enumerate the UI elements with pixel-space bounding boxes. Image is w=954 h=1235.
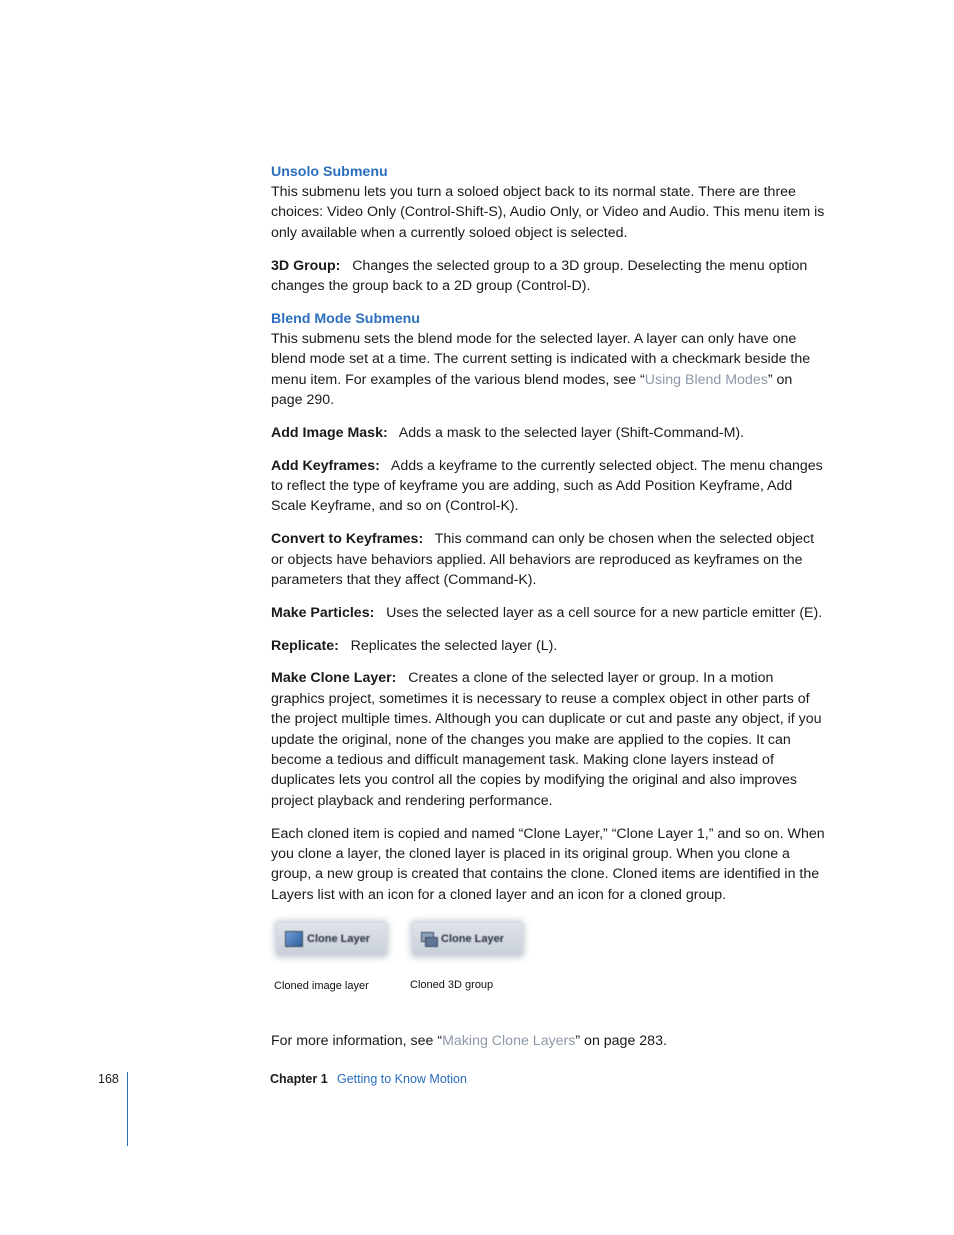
item-text: Replicates the selected layer (L).: [350, 637, 558, 654]
clone-paragraph: Each cloned item is copied and named “Clone Layer,” “Clone Layer 1,” and so on. When you clone a layer, the cloned layer is placed in its original group. When you clone a group, a new group is created that contains the clone. Cloned items are identified in the Layers list with an icon for a cloned layer and an icon for a cloned group.: [271, 825, 825, 903]
item-text: Creates a clone of the selected layer or group. In a motion graphics project, sometimes it is necessary to reuse a complex object in other parts of the project multiple times. Although you can duplicate or cut and paste any object, if you update the original, none of the changes you make are applied to the copies. It can become a tedious and difficult management task. Making clone layers instead of duplicates lets you control all the copies by modifying the original and also improves project playback and rendering performance.: [271, 670, 822, 809]
using-blend-modes-link[interactable]: Using Blend Modes: [644, 371, 768, 388]
chapter-label: Chapter 1: [270, 1072, 328, 1086]
page-number: 168: [98, 1072, 119, 1086]
more-info-text: For more information, see “: [271, 1033, 443, 1050]
item-term: Make Clone Layer:: [271, 670, 397, 687]
item-make-particles: [271, 603, 827, 623]
item-make-clone-layer: [271, 668, 827, 811]
item-text: Adds a mask to the selected layer (Shift-Command-M).: [398, 424, 745, 441]
cloned-3d-group-caption: Cloned 3D group: [410, 979, 494, 992]
item-term: Replicate:: [271, 637, 339, 654]
cloned-image-layer-caption: Cloned image layer: [274, 980, 369, 993]
item-3d-group: [271, 256, 827, 297]
more-info: [271, 1031, 827, 1051]
item-text: Uses the selected layer as a cell source for a new particle emitter (E).: [386, 604, 823, 621]
item-text: Adds a keyframe to the currently selected object. The menu changes to reflect the type of keyframe you are adding, such as Add Position Keyframe, Add Scale Keyframe, and so on (Control-K).: [271, 457, 823, 515]
cloned-3d-group-icon: [421, 932, 437, 946]
footer-divider: [127, 1072, 128, 1146]
cloned-image-layer-icon: [285, 931, 303, 947]
making-clone-layers-link[interactable]: Making Clone Layers: [442, 1033, 576, 1050]
chip-label: Clone Layer: [307, 933, 370, 946]
blend-mode-heading: Blend Mode Submenu: [271, 310, 420, 327]
item-term: Add Image Mask:: [271, 424, 388, 441]
chip-label: Clone Layer: [441, 933, 504, 946]
cloned-3d-group-chip: [413, 923, 522, 955]
item-replicate: [271, 636, 827, 656]
blend-body-text-end: ” on page 290.: [271, 371, 793, 409]
blend-mode-body: [271, 329, 827, 411]
page-content: [271, 162, 827, 1064]
unsolo-heading: Unsolo Submenu: [271, 164, 388, 180]
item-term: 3D Group:: [271, 257, 341, 274]
item-text: Changes the selected group to a 3D group. Deselecting the menu option changes the group back to a 2D group (Control-D).: [271, 257, 808, 295]
item-add-image-mask: [271, 423, 827, 443]
chapter-title-link[interactable]: Getting to Know Motion: [337, 1072, 467, 1086]
clone-figures: [271, 923, 827, 1021]
item-text: This command can only be chosen when the selected object or objects have behaviors applied. All behaviors are reproduced as keyframes on the parameters that they affect (Command-K).: [271, 531, 815, 589]
item-term: Make Particles:: [271, 604, 375, 621]
item-term: Convert to Keyframes:: [271, 531, 424, 548]
item-term: Add Keyframes:: [271, 457, 380, 474]
item-add-keyframes: [271, 456, 827, 517]
item-convert-to-keyframes: [271, 529, 827, 590]
more-info-text-end: ” on page 283.: [575, 1033, 667, 1050]
unsolo-body: This submenu lets you turn a soloed object back to its normal state. There are three choices: Video Only (Control-Shift-S), Audio Only, or Video and Audio. This menu item is only available when a currently soloed object is selected.: [271, 184, 825, 241]
cloned-image-layer-chip: [277, 923, 386, 955]
blend-body-text: This submenu sets the blend mode for the selected layer. A layer can only have one blend mode set at a time. The current setting is indicated with a checkmark beside the menu item. For examples of the various blend modes, see “: [271, 330, 811, 388]
